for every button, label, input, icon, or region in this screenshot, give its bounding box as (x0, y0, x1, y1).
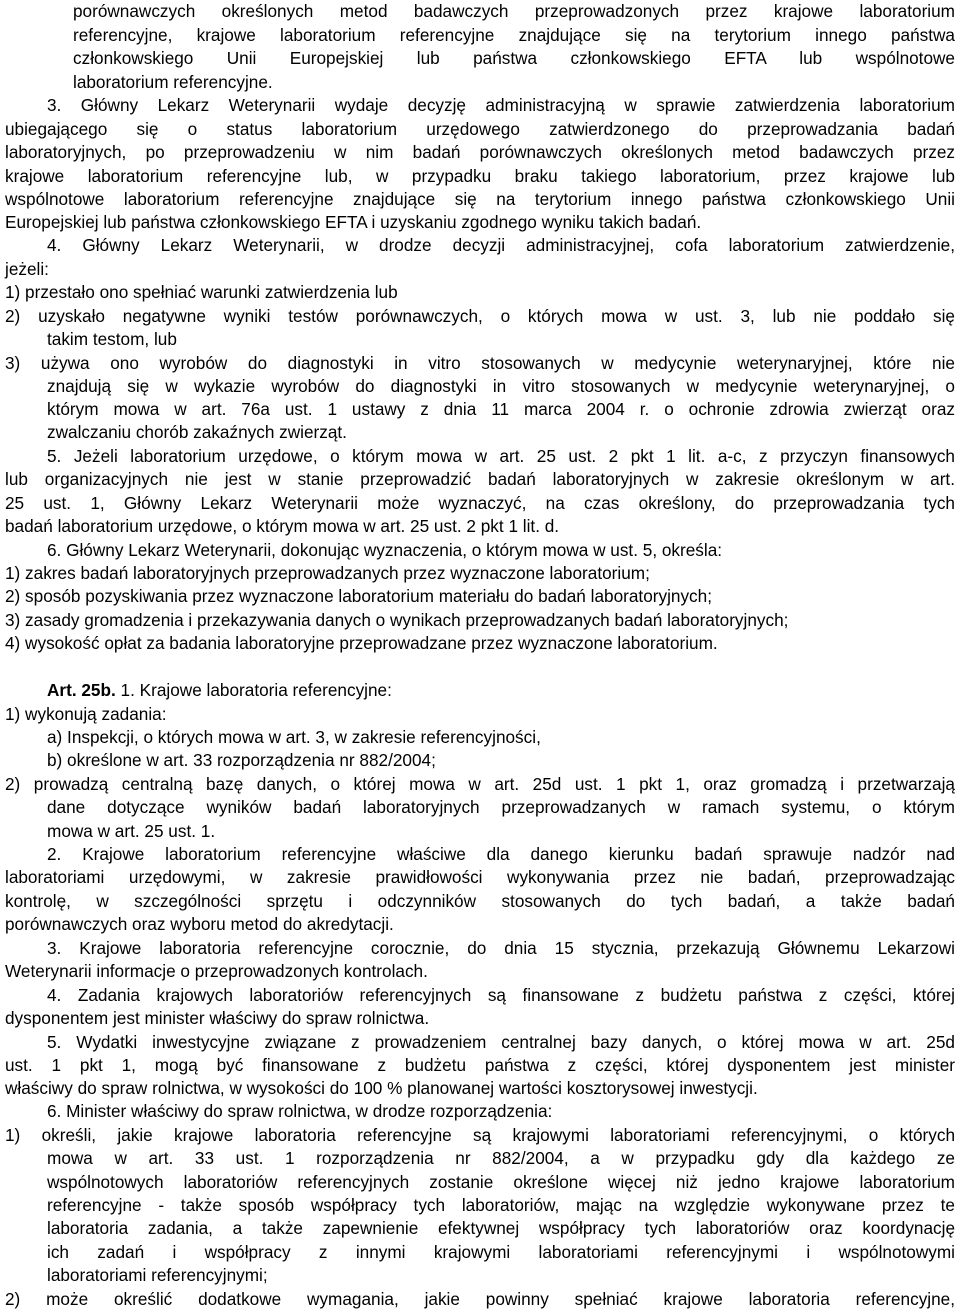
text-line: 2. Krajowe laboratorium referencyjne właściwe dla danego kierunku badań sprawuje nadzór nad (47, 844, 955, 864)
list-item: 2) uzyskało negatywne wyniki testów porównawczych, o których mowa w ust. 3, lub nie poddało się (5, 306, 955, 326)
text-line: jeżeli: (5, 259, 49, 279)
text-line: członkowskiego Unii Europejskiej lub państwa członkowskiego EFTA lub wspólnotowe (73, 48, 955, 68)
list-item: 3) zasady gromadzenia i przekazywania danych o wynikach przeprowadzanych badań laboratoryjnych; (5, 610, 789, 630)
text-line: porównawczych określonych metod badawczych przeprowadzonych przez krajowe laboratorium (73, 1, 955, 21)
text-line: dane dotyczące wyników badań laboratoryjnych przeprowadzanych w ramach systemu, o którym (47, 797, 955, 817)
text-line: laboratoriami referencyjnymi; (47, 1265, 268, 1285)
text-line: krajowe laboratorium referencyjne lub, w przypadku braku takiego laboratorium, przez krajowe lub (5, 166, 955, 186)
text-line: 6. Minister właściwy do spraw rolnictwa, w drodze rozporządzenia: (47, 1101, 553, 1121)
text-line: zwalczaniu chorób zakaźnych zwierząt. (47, 422, 347, 442)
text-line: mowa w art. 25 ust. 1. (47, 821, 216, 841)
text-line: lub organizacyjnych nie jest w stanie przeprowadzić badań laboratoryjnych w zakresie określonym w art. (5, 469, 955, 489)
text-line: takim testom, lub (47, 329, 177, 349)
article-heading (47, 679, 392, 701)
list-item: 1) określi, jakie krajowe laboratoria referencyjne są krajowymi laboratoriami referencyjnymi, o których (5, 1125, 955, 1145)
text-line: wspólnotowych laboratoriów referencyjnych zostanie określone więcej niż jedno krajowe laboratorium (47, 1172, 955, 1192)
text-line: porównawczych oraz wyboru metod do akredytacji. (5, 914, 394, 934)
list-item: 2) prowadzą centralną bazę danych, o której mowa w art. 25d ust. 1 pkt 1, oraz gromadzą i przetwarzają (5, 774, 955, 794)
text-line: ust. 1 pkt 1, mogą być finansowane z budżetu państwa z części, której dysponentem jest minister (5, 1055, 955, 1075)
article-intro: 1. Krajowe laboratoria referencyjne: (115, 680, 392, 700)
text-line: referencyjne, krajowe laboratorium referencyjne znajdujące się na terytorium innego państwa (73, 25, 955, 45)
list-item: 4) wysokość opłat za badania laboratoryjne przeprowadzane przez wyznaczone laboratorium. (5, 633, 718, 653)
text-line: 4. Zadania krajowych laboratoriów referencyjnych są finansowane z budżetu państwa z części, której (47, 985, 955, 1005)
article-number: Art. 25b. (47, 680, 116, 700)
text-line: którym mowa w art. 76a ust. 1 ustawy z dnia 11 marca 2004 r. o ochronie zdrowia zwierząt oraz (47, 399, 955, 419)
text-line: 3. Główny Lekarz Weterynarii wydaje decyzję administracyjną w sprawie zatwierdzenia laboratorium (47, 95, 955, 115)
list-item: 3) używa ono wyrobów do diagnostyki in vitro stosowanych w medycynie weterynaryjnej, które nie (5, 353, 955, 373)
text-line: badań laboratorium urzędowe, o którym mowa w art. 25 ust. 2 pkt 1 lit. d. (5, 516, 560, 536)
text-line: 4. Główny Lekarz Weterynarii, w drodze decyzji administracyjnej, cofa laboratorium zatwierdzenie, (47, 235, 955, 255)
text-line: laboratoryjnych, po przeprowadzeniu w nim badań porównawczych określonych metod badawczych przez (5, 142, 955, 162)
text-line: laboratoria zadania, a także zapewnienie efektywnej współpracy tych laboratoriów oraz koordynację (47, 1218, 955, 1238)
text-line: znajdują się w wykazie wyrobów do diagnostyki in vitro stosowanych w medycynie weterynaryjnej, o (47, 376, 955, 396)
text-line: laboratoriami urzędowymi, w zakresie prawidłowości wykonywania przez nie badań, przeprowadzając (5, 867, 955, 887)
list-item: 1) przestało ono spełniać warunki zatwierdzenia lub (5, 282, 398, 302)
list-item: 2) sposób pozyskiwania przez wyznaczone laboratorium materiału do badań laboratoryjnych; (5, 586, 712, 606)
list-item: 2) może określić dodatkowe wymagania, jakie powinny spełniać krajowe laboratoria referencyjne, (5, 1289, 955, 1309)
text-line: ich zadań i współpracy z innymi krajowymi laboratoriami referencyjnymi i wspólnotowymi (47, 1242, 955, 1262)
text-line: wspólnotowe laboratorium referencyjne znajdujące się na terytorium innego państwa członkowskiego Unii (5, 189, 955, 209)
list-item: a) Inspekcji, o których mowa w art. 3, w zakresie referencyjności, (47, 727, 541, 747)
text-line: 3. Krajowe laboratoria referencyjne corocznie, do dnia 15 stycznia, przekazują Głównemu Lekarzowi (47, 938, 955, 958)
text-line: ubiegającego się o status laboratorium urzędowego zatwierdzonego do przeprowadzania badań (5, 119, 955, 139)
text-line: właściwy do spraw rolnictwa, w wysokości do 100 % planowanej wartości kosztorysowej inwestycji. (5, 1078, 758, 1098)
text-line: Weterynarii informacje o przeprowadzonych kontrolach. (5, 961, 428, 981)
text-line: referencyjne - także sposób współpracy tych laboratoriów, mając na względzie wykonywane przez te (47, 1195, 955, 1215)
list-item: b) określone w art. 33 rozporządzenia nr 882/2004; (47, 750, 436, 770)
text-line: 6. Główny Lekarz Weterynarii, dokonując wyznaczenia, o którym mowa w ust. 5, określa: (47, 540, 723, 560)
text-line: kontrolę, w szczególności sprzętu i odczynników stosowanych do tych badań, a także badań (5, 891, 955, 911)
text-line: mowa w art. 33 ust. 1 rozporządzenia nr 882/2004, a w przypadku gdy dla każdego ze (47, 1148, 955, 1168)
text-line: 5. Wydatki inwestycyjne związane z prowadzeniem centralnej bazy danych, o której mowa w art. 25d (47, 1032, 955, 1052)
list-item: 1) zakres badań laboratoryjnych przeprowadzanych przez wyznaczone laboratorium; (5, 563, 650, 583)
text-line: 25 ust. 1, Główny Lekarz Weterynarii może wyznaczyć, na czas określony, do przeprowadzania tych (5, 493, 955, 513)
text-line: laboratorium referencyjne. (73, 72, 273, 92)
text-line: dysponentem jest minister właściwy do spraw rolnictwa. (5, 1008, 430, 1028)
list-item: 1) wykonują zadania: (5, 704, 167, 724)
text-line: Europejskiej lub państwa członkowskiego EFTA i uzyskaniu zgodnego wyniku takich badań. (5, 212, 702, 232)
text-line: 5. Jeżeli laboratorium urzędowe, o którym mowa w art. 25 ust. 2 pkt 1 lit. a-c, z przyczyn finansowych (47, 446, 955, 466)
